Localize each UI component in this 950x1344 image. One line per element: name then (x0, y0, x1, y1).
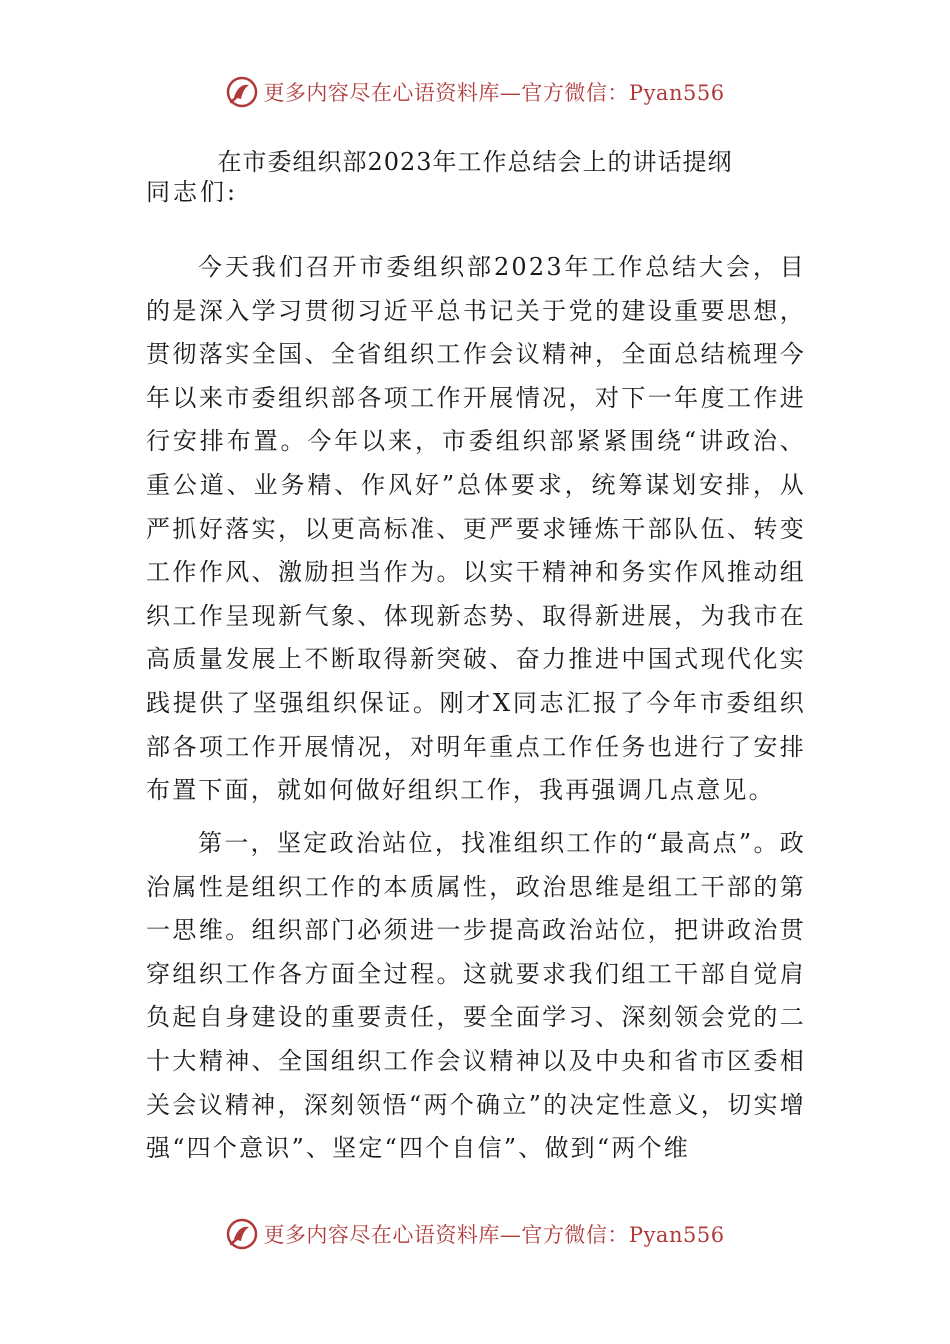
watermark-text: 更多内容尽在心语资料库—官方微信：Pyan556 (263, 1223, 725, 1247)
salutation: 同志们: (146, 178, 239, 206)
brand-logo-icon (225, 1217, 259, 1251)
document-title: 在市委组织部2023年工作总结会上的讲话提纲 (217, 148, 733, 176)
watermark-header (0, 72, 950, 112)
paragraph-intro: 今天我们召开市委组织部2023年工作总结大会，目的是深入学习贯彻习近平总书记关于党的建设重要思想，贯彻落实全国、全省组织工作会议精神，全面总结梳理今年以来市委组织部各项工作开展情况，对下一年度工作进行安排布置。今年以来，市委组织部紧紧围绕“讲政治、重公道、业务精、作风好”总体要求，统筹谋划安排，从严抓好落实，以更高标准、更严要求锤炼干部队伍、转变工作作风、激励担当作为。以实干精神和务实作风推动组织工作呈现新气象、体现新态势、取得新进展，为我市在高质量发展上不断取得新突破、奋力推进中国式现代化实践提供了坚强组织保证。刚才X同志汇报了今年市委组织部各项工作开展情况，对明年重点工作任务也进行了安排布置下面，就如何做好组织工作，我再强调几点意见。 (146, 253, 806, 805)
watermark-footer (0, 1214, 950, 1254)
paragraph-point-one: 第一，坚定政治站位，找准组织工作的“最高点”。政治属性是组织工作的本质属性，政治思维是组工干部的第一思维。组织部门必须进一步提高政治站位，把讲政治贯穿组织工作各方面全过程。这就要求我们组工干部自觉肩负起自身建设的重要责任，要全面学习、深刻领会党的二十大精神、全国组织工作会议精神以及中央和省市区委相关会议精神，深刻领悟“两个确立”的决定性意义，切实增强“四个意识”、坚定“四个自信”、做到“两个维 (146, 829, 806, 1163)
watermark-text: 更多内容尽在心语资料库—官方微信：Pyan556 (263, 81, 725, 105)
brand-logo-icon (225, 75, 259, 109)
